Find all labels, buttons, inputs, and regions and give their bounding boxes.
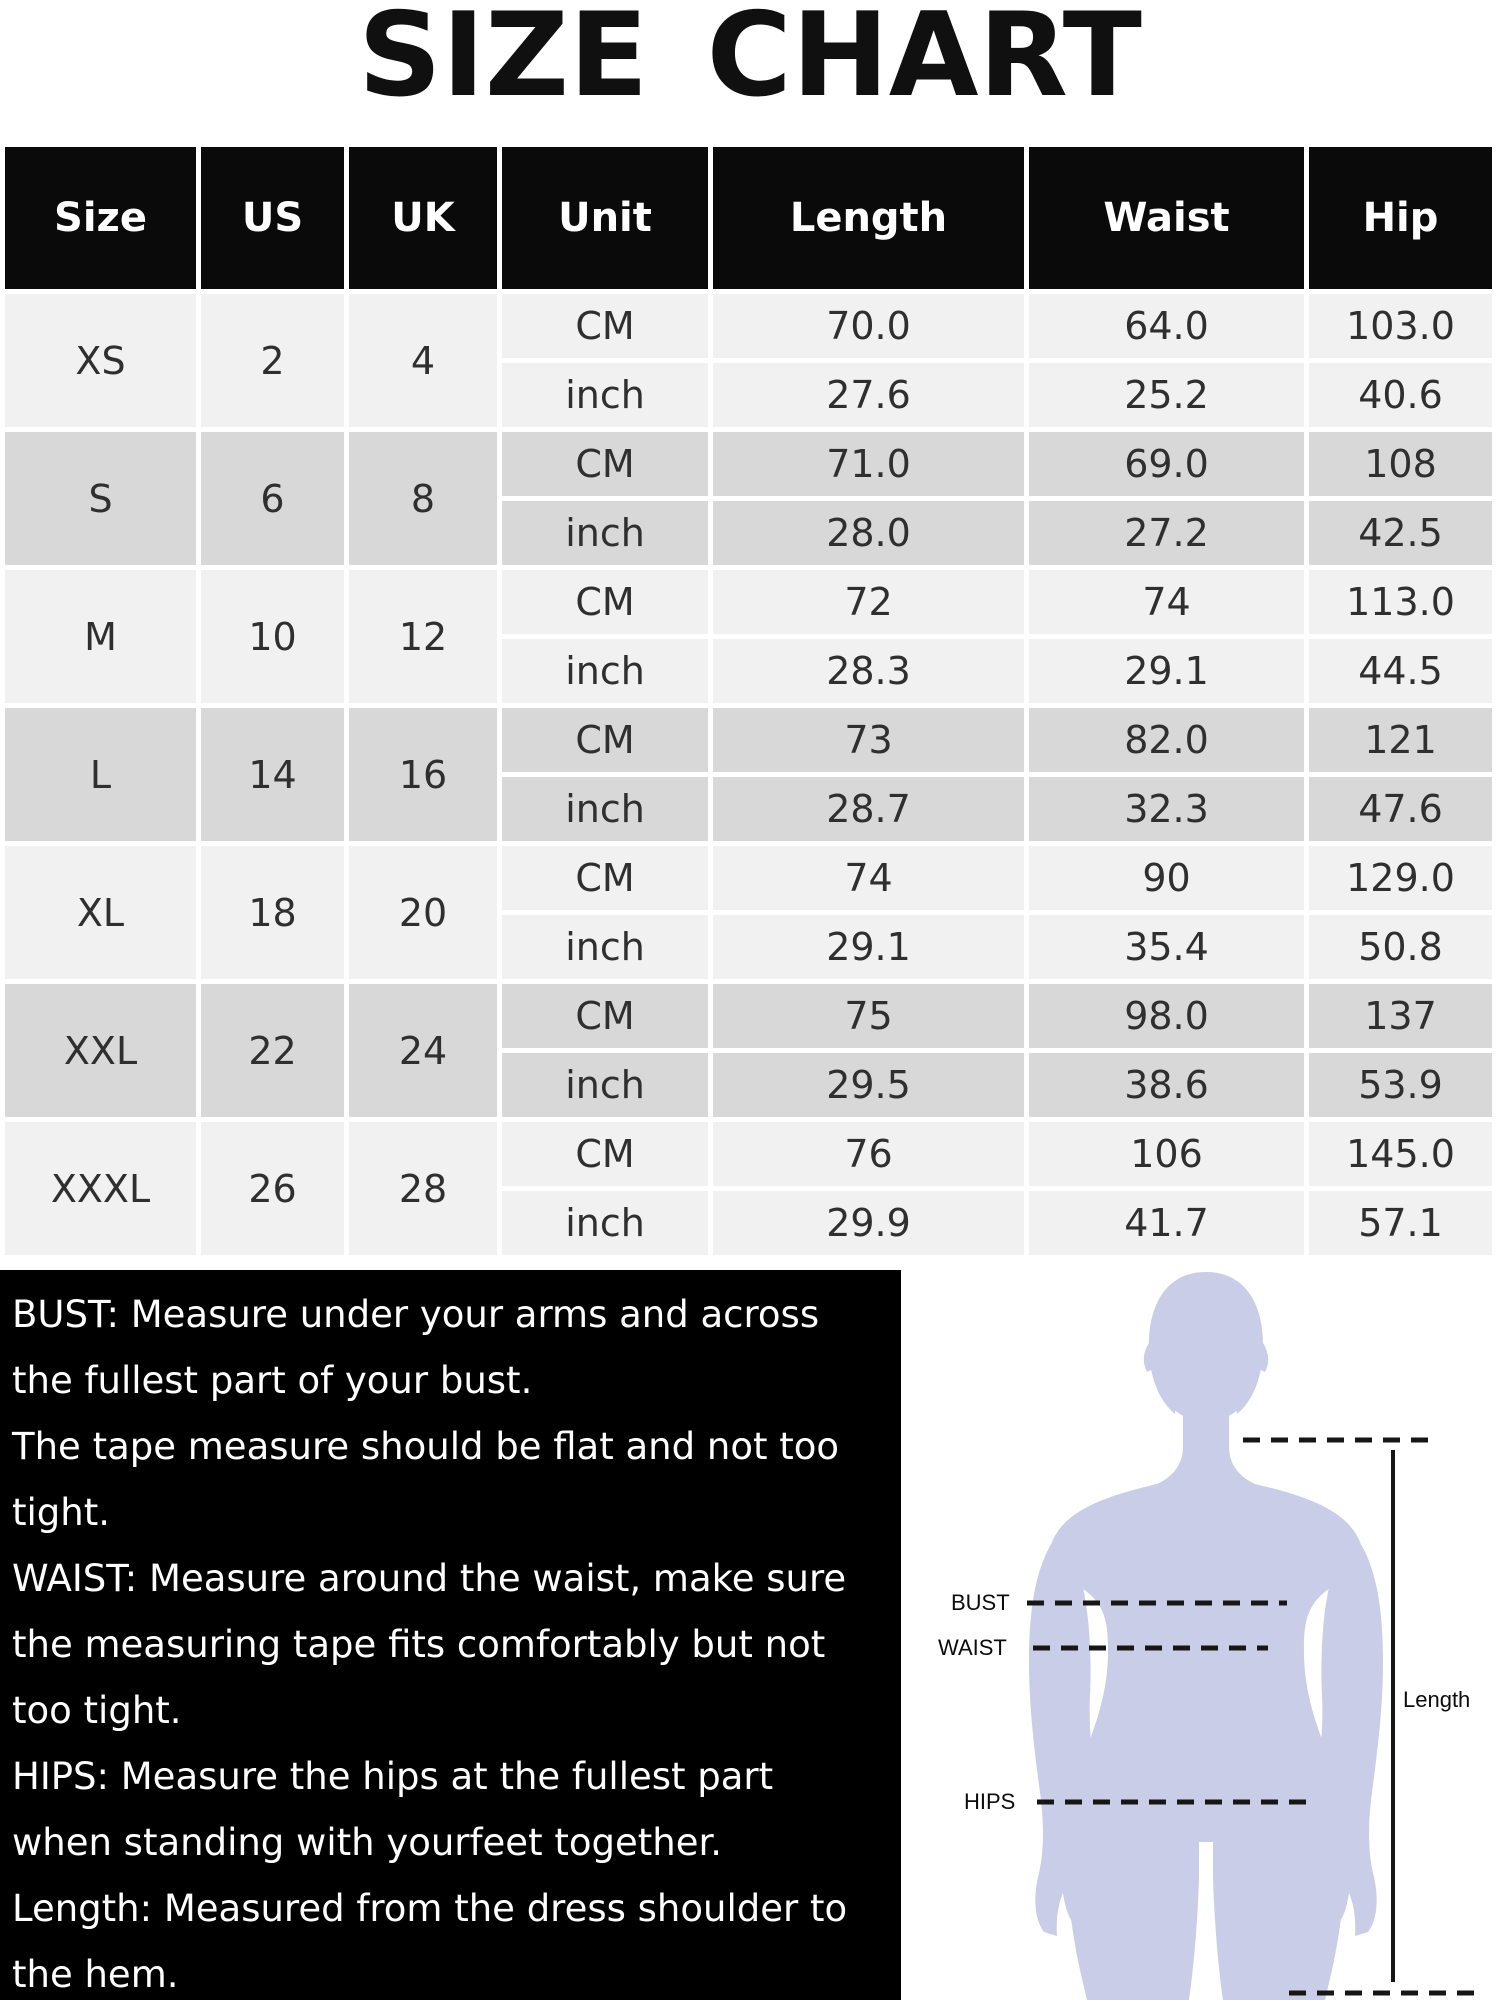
cell-size: M [5, 570, 196, 703]
size-table-header [5, 147, 1492, 289]
cell-size: XS [5, 294, 196, 427]
cell-length: 29.5 [713, 1053, 1024, 1117]
cell-hip: 145.0 [1309, 1122, 1492, 1186]
header-length: Length [713, 147, 1024, 289]
instruction-line: too tight. [12, 1689, 182, 1732]
measurement-instructions [0, 1270, 901, 2000]
instruction-line: The tape measure should be flat and not too [12, 1425, 840, 1468]
cell-waist: 35.4 [1029, 915, 1304, 979]
cell-length: 28.7 [713, 777, 1024, 841]
cell-length: 71.0 [713, 432, 1024, 496]
header-uk: UK [349, 147, 497, 289]
cell-unit: CM [502, 1122, 708, 1186]
instruction-line: the fullest part of your bust. [12, 1359, 533, 1402]
cell-waist: 74 [1029, 570, 1304, 634]
cell-length: 29.1 [713, 915, 1024, 979]
cell-unit: CM [502, 432, 708, 496]
cell-length: 70.0 [713, 294, 1024, 358]
header-size: Size [5, 147, 196, 289]
hips-label: HIPS [964, 1789, 1016, 1814]
cell-uk: 28 [349, 1122, 497, 1255]
cell-unit: inch [502, 1191, 708, 1255]
cell-unit: inch [502, 501, 708, 565]
cell-length: 74 [713, 846, 1024, 910]
cell-waist: 64.0 [1029, 294, 1304, 358]
header-unit: Unit [502, 147, 708, 289]
cell-waist: 90 [1029, 846, 1304, 910]
cell-unit: inch [502, 363, 708, 427]
cell-hip: 47.6 [1309, 777, 1492, 841]
cell-uk: 20 [349, 846, 497, 979]
cell-size: S [5, 432, 196, 565]
page-title: SIZE CHART [358, 0, 1142, 123]
size-chart-table [0, 142, 1497, 1260]
instruction-line: BUST: Measure under your arms and across [12, 1293, 820, 1336]
cell-us: 6 [201, 432, 344, 565]
cell-unit: inch [502, 639, 708, 703]
cell-waist: 69.0 [1029, 432, 1304, 496]
cell-waist: 106 [1029, 1122, 1304, 1186]
cell-waist: 25.2 [1029, 363, 1304, 427]
cell-hip: 137 [1309, 984, 1492, 1048]
cell-size: XXXL [5, 1122, 196, 1255]
cell-hip: 103.0 [1309, 294, 1492, 358]
cell-unit: CM [502, 846, 708, 910]
cell-hip: 42.5 [1309, 501, 1492, 565]
cell-hip: 129.0 [1309, 846, 1492, 910]
header-waist: Waist [1029, 147, 1304, 289]
cell-hip: 57.1 [1309, 1191, 1492, 1255]
cell-size: XL [5, 846, 196, 979]
cell-uk: 16 [349, 708, 497, 841]
cell-hip: 121 [1309, 708, 1492, 772]
cell-length: 29.9 [713, 1191, 1024, 1255]
cell-waist: 29.1 [1029, 639, 1304, 703]
cell-length: 76 [713, 1122, 1024, 1186]
length-label: Length [1403, 1687, 1471, 1712]
instruction-line: tight. [12, 1491, 110, 1534]
cell-waist: 98.0 [1029, 984, 1304, 1048]
cell-hip: 108 [1309, 432, 1492, 496]
header-hip: Hip [1309, 147, 1492, 289]
cell-length: 27.6 [713, 363, 1024, 427]
cell-us: 18 [201, 846, 344, 979]
cell-unit: inch [502, 777, 708, 841]
cell-us: 26 [201, 1122, 344, 1255]
cell-waist: 38.6 [1029, 1053, 1304, 1117]
silhouette-shape [1029, 1272, 1383, 2000]
cell-length: 75 [713, 984, 1024, 1048]
cell-size: XXL [5, 984, 196, 1117]
cell-hip: 44.5 [1309, 639, 1492, 703]
header-us: US [201, 147, 344, 289]
cell-length: 28.3 [713, 639, 1024, 703]
cell-waist: 32.3 [1029, 777, 1304, 841]
bust-label: BUST [951, 1590, 1010, 1615]
cell-uk: 4 [349, 294, 497, 427]
instruction-line: when standing with yourfeet together. [12, 1821, 723, 1864]
waist-label: WAIST [938, 1635, 1007, 1660]
cell-uk: 8 [349, 432, 497, 565]
cell-unit: CM [502, 708, 708, 772]
cell-us: 2 [201, 294, 344, 427]
cell-unit: inch [502, 1053, 708, 1117]
instruction-line: the measuring tape fits comfortably but not [12, 1623, 826, 1666]
cell-waist: 41.7 [1029, 1191, 1304, 1255]
cell-unit: inch [502, 915, 708, 979]
cell-length: 73 [713, 708, 1024, 772]
cell-length: 28.0 [713, 501, 1024, 565]
cell-waist: 27.2 [1029, 501, 1304, 565]
cell-hip: 50.8 [1309, 915, 1492, 979]
instruction-line: WAIST: Measure around the waist, make sure [12, 1557, 847, 1600]
cell-uk: 12 [349, 570, 497, 703]
cell-waist: 82.0 [1029, 708, 1304, 772]
cell-size: L [5, 708, 196, 841]
body-measurement-diagram [901, 1270, 1500, 2000]
cell-unit: CM [502, 570, 708, 634]
cell-unit: CM [502, 984, 708, 1048]
instruction-line: HIPS: Measure the hips at the fullest part [12, 1755, 774, 1798]
instruction-line: the hem. [12, 1953, 179, 1996]
cell-unit: CM [502, 294, 708, 358]
cell-hip: 40.6 [1309, 363, 1492, 427]
cell-us: 10 [201, 570, 344, 703]
cell-us: 14 [201, 708, 344, 841]
instruction-line: Length: Measured from the dress shoulder to [12, 1887, 848, 1930]
size-table-body [5, 294, 1492, 1255]
cell-length: 72 [713, 570, 1024, 634]
cell-us: 22 [201, 984, 344, 1117]
cell-uk: 24 [349, 984, 497, 1117]
cell-hip: 113.0 [1309, 570, 1492, 634]
cell-hip: 53.9 [1309, 1053, 1492, 1117]
